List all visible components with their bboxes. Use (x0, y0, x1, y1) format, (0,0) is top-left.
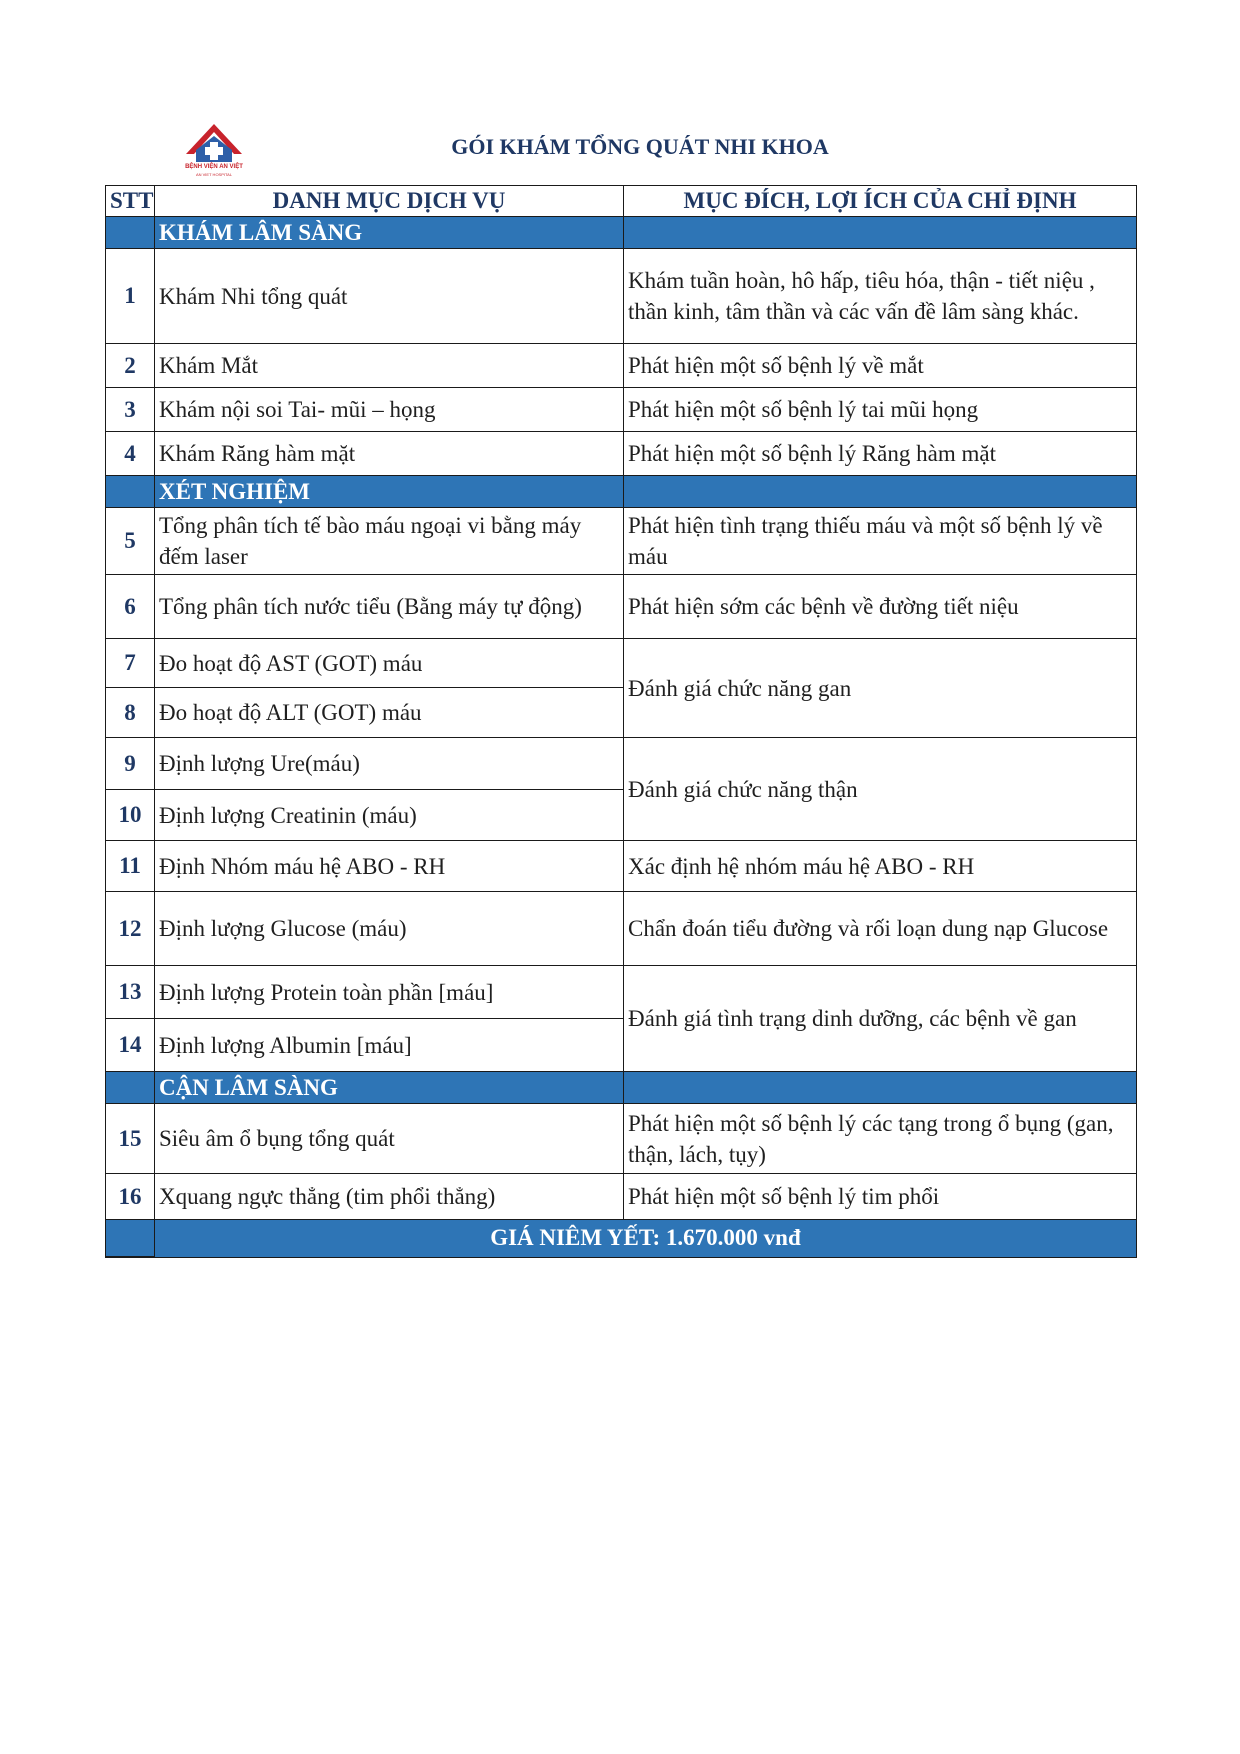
row-stt: 11 (106, 841, 155, 892)
section-title: KHÁM LÂM SÀNG (155, 217, 624, 249)
header-service: DANH MỤC DỊCH VỤ (155, 186, 624, 217)
table-row (106, 1174, 1137, 1220)
table-row (106, 1104, 1137, 1174)
header-purpose: MỤC ĐÍCH, LỢI ÍCH CỦA CHỈ ĐỊNH (624, 186, 1137, 217)
section-row-imaging (106, 1072, 1137, 1104)
row-service: Định Nhóm máu hệ ABO - RH (155, 841, 624, 892)
row-stt: 2 (106, 344, 155, 388)
row-service: Khám Mắt (155, 344, 624, 388)
section-stt-cell (106, 1072, 155, 1104)
row-purpose: Chẩn đoán tiểu đường và rối loạn dung nạp Glucose (624, 892, 1137, 966)
row-stt: 14 (106, 1019, 155, 1072)
row-stt: 16 (106, 1174, 155, 1220)
table-row (106, 738, 1137, 790)
section-title: CẬN LÂM SÀNG (155, 1072, 624, 1104)
section-stt-cell (106, 217, 155, 249)
row-purpose: Phát hiện sớm các bệnh về đường tiết niệu (624, 575, 1137, 639)
row-purpose: Đánh giá chức năng gan (624, 639, 1137, 738)
row-service: Khám Nhi tổng quát (155, 249, 624, 344)
row-service: Định lượng Ure(máu) (155, 738, 624, 790)
row-stt: 8 (106, 688, 155, 738)
section-row-clinical (106, 217, 1137, 249)
row-purpose: Phát hiện một số bệnh lý tim phổi (624, 1174, 1137, 1220)
row-service: Siêu âm ổ bụng tổng quát (155, 1104, 624, 1174)
row-service: Định lượng Glucose (máu) (155, 892, 624, 966)
table-row (106, 432, 1137, 476)
logo-subtitle: AN VIET HOSPITAL (195, 172, 233, 177)
section-row-lab (106, 476, 1137, 508)
table-row (106, 841, 1137, 892)
row-stt: 3 (106, 388, 155, 432)
row-stt: 12 (106, 892, 155, 966)
logo-name: BỆNH VIỆN AN VIỆT (185, 164, 243, 170)
row-stt: 13 (106, 966, 155, 1019)
row-stt: 5 (106, 508, 155, 575)
section-empty-cell (624, 217, 1137, 249)
row-purpose: Phát hiện một số bệnh lý các tạng trong ổ bụng (gan, thận, lách, tụy) (624, 1104, 1137, 1174)
row-service: Tổng phân tích nước tiểu (Bằng máy tự động) (155, 575, 624, 639)
table-row (106, 249, 1137, 344)
row-service: Đo hoạt độ ALT (GOT) máu (155, 688, 624, 738)
row-purpose: Phát hiện một số bệnh lý Răng hàm mặt (624, 432, 1137, 476)
hospital-logo (182, 120, 246, 180)
table-row (106, 344, 1137, 388)
row-service: Định lượng Creatinin (máu) (155, 790, 624, 841)
row-purpose: Phát hiện một số bệnh lý tai mũi họng (624, 388, 1137, 432)
total-stt-cell (106, 1220, 155, 1258)
row-stt: 15 (106, 1104, 155, 1174)
row-stt: 6 (106, 575, 155, 639)
table-row (106, 639, 1137, 688)
row-purpose: Đánh giá chức năng thận (624, 738, 1137, 841)
table-row (106, 892, 1137, 966)
table-row (106, 388, 1137, 432)
header-row (106, 186, 1137, 217)
service-table (105, 185, 1137, 1258)
row-purpose: Khám tuần hoàn, hô hấp, tiêu hóa, thận - tiết niệu , thần kinh, tâm thần và các vấn đề lâm sàng khác. (624, 249, 1137, 344)
row-purpose: Phát hiện tình trạng thiếu máu và một số bệnh lý về máu (624, 508, 1137, 575)
table-row (106, 575, 1137, 639)
row-service: Định lượng Albumin [máu] (155, 1019, 624, 1072)
table-row (106, 966, 1137, 1019)
row-stt: 7 (106, 639, 155, 688)
row-stt: 4 (106, 432, 155, 476)
header-stt: STT (106, 186, 155, 217)
page-title: GÓI KHÁM TỔNG QUÁT NHI KHOA (451, 134, 829, 159)
row-stt: 9 (106, 738, 155, 790)
row-stt: 1 (106, 249, 155, 344)
section-title: XÉT NGHIỆM (155, 476, 624, 508)
row-service: Khám nội soi Tai- mũi – họng (155, 388, 624, 432)
row-service: Tổng phân tích tế bào máu ngoại vi bằng máy đếm laser (155, 508, 624, 575)
row-service: Đo hoạt độ AST (GOT) máu (155, 639, 624, 688)
section-empty-cell (624, 1072, 1137, 1104)
section-empty-cell (624, 476, 1137, 508)
row-service: Khám Răng hàm mặt (155, 432, 624, 476)
total-row (106, 1220, 1137, 1258)
row-purpose: Phát hiện một số bệnh lý về mắt (624, 344, 1137, 388)
row-purpose: Xác định hệ nhóm máu hệ ABO - RH (624, 841, 1137, 892)
row-service: Định lượng Protein toàn phần [máu] (155, 966, 624, 1019)
row-purpose: Đánh giá tình trạng dinh dưỡng, các bệnh về gan (624, 966, 1137, 1072)
row-service: Xquang ngực thẳng (tim phổi thẳng) (155, 1174, 624, 1220)
table-row (106, 508, 1137, 575)
section-stt-cell (106, 476, 155, 508)
total-price: GIÁ NIÊM YẾT: 1.670.000 vnđ (155, 1220, 1137, 1258)
row-stt: 10 (106, 790, 155, 841)
